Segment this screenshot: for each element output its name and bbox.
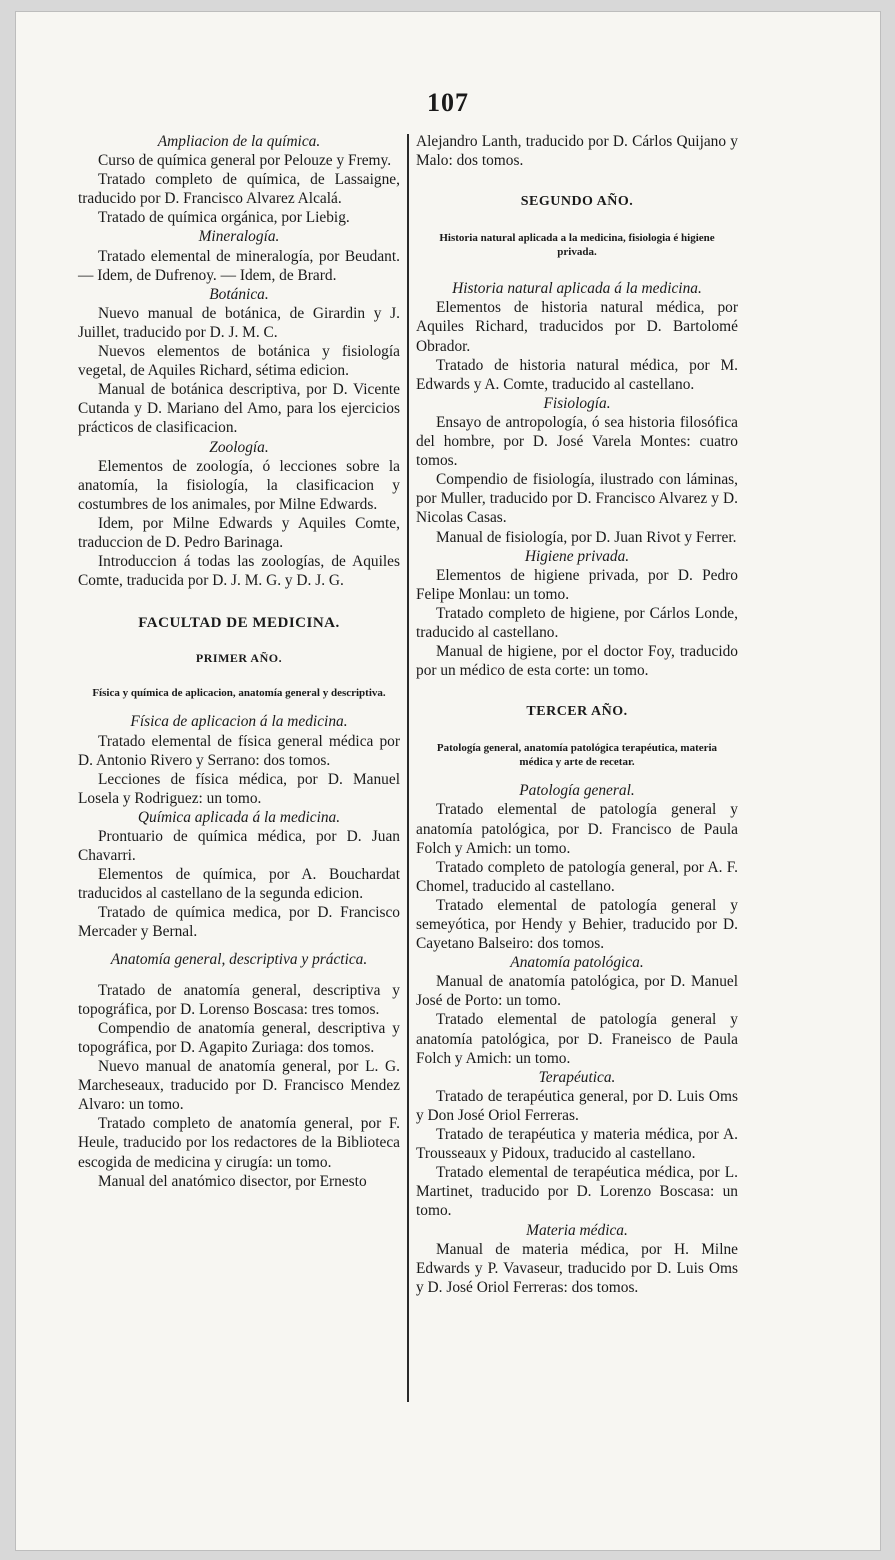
- book-entry: Tratado elemental de patología general y anatomía patológica, por D. Francisco de Paula Folch y Amich: un tomo.: [416, 801, 738, 857]
- book-entry: Elementos de historia natural médica, por Aquiles Richard, traducidos por D. Bartolomé Obrador.: [416, 299, 738, 355]
- year-title: TERCER AÑO.: [526, 704, 628, 720]
- book-entry: Manual de higiene, por el doctor Foy, traducido por un médico de esta corte: un tomo.: [416, 643, 738, 680]
- document-page: [16, 12, 880, 1550]
- book-entry: Introduccion á todas las zoologías, de Aquiles Comte, traducida por D. J. M. G. y D. J. G.: [78, 553, 400, 590]
- year-title: PRIMER AÑO.: [195, 651, 283, 666]
- section-heading: Anatomía general, descriptiva y práctica.: [110, 950, 368, 968]
- book-entry: Elementos de zoología, ó lecciones sobre la anatomía, la fisiología, la clasificacion y costumbres de los animales, por Milne Edwards.: [78, 457, 400, 513]
- book-entry: Tratado de anatomía general, descriptiva y topográfica, por D. Lorenso Boscasa: tres tomos.: [78, 981, 400, 1018]
- book-entry: Tratado completo de higiene, por Cárlos Londe, traducido al castellano.: [416, 604, 738, 641]
- book-entry: Manual de materia médica, por H. Milne Edwards y P. Vavaseur, traducido por D. Luis Oms y D. José Oriol Ferreras: dos tomos.: [416, 1240, 738, 1296]
- book-entry: Prontuario de química médica, por D. Juan Chavarri.: [78, 828, 400, 865]
- book-entry: Compendio de fisiología, ilustrado con láminas, por Muller, traducido por D. Francisco Alvarez y D. Nicolas Casas.: [416, 471, 738, 527]
- book-entry: Manual de anatomía patológica, por D. Manuel José de Porto: un tomo.: [416, 973, 738, 1010]
- book-entry: Tratado elemental de patología general y anatomía patológica, por D. Franeisco de Paula Folch y Amich: un tomo.: [416, 1011, 738, 1067]
- section-heading: Terapéutica.: [538, 1068, 616, 1086]
- book-entry: Tratado elemental de física general médica por D. Antonio Rivero y Serrano: dos tomos.: [78, 732, 400, 769]
- column-divider: [407, 134, 409, 1402]
- section-heading: Zoología.: [209, 438, 269, 456]
- section-heading: Materia médica.: [526, 1221, 628, 1239]
- section-heading: Fisiología.: [543, 394, 611, 412]
- section-heading: Historia natural aplicada á la medicina.: [452, 280, 702, 298]
- section-heading: Anatomía patológica.: [510, 954, 644, 972]
- section-heading: Química aplicada á la medicina.: [137, 808, 341, 826]
- year-description: Historia natural aplicada a la medicina, fisiologia é higiene privada.: [439, 232, 715, 259]
- book-entry: Tratado de química medica, por D. Francisco Mercader y Bernal.: [78, 904, 400, 941]
- left-column: [78, 132, 400, 1191]
- book-entry: Lecciones de física médica, por D. Manuel Losela y Rodriguez: un tomo.: [78, 770, 400, 807]
- book-entry: Nuevos elementos de botánica y fisiología vegetal, de Aquiles Richard, sétima edicion.: [78, 343, 400, 380]
- section-heading: Higiene privada.: [524, 547, 630, 565]
- book-entry: Tratado completo de patología general, por A. F. Chomel, traducido al castellano.: [416, 858, 738, 895]
- faculty-title: FACULTAD DE MEDICINA.: [138, 615, 340, 632]
- book-entry: Ensayo de antropología, ó sea historia filosófica del hombre, por D. José Varela Montes: cuatro tomos.: [416, 413, 738, 470]
- section-heading: Mineralogía.: [198, 228, 280, 246]
- book-entry: Tratado de terapéutica y materia médica, por A. Trousseaux y Pidoux, traducido al castellano.: [416, 1126, 738, 1163]
- book-entry: Elementos de química, por A. Bouchardat traducidos al castellano de la segunda edicion.: [78, 866, 400, 903]
- right-column: [416, 132, 738, 1297]
- section-heading: Patología general.: [519, 782, 635, 800]
- book-entry: Tratado elemental de mineralogía, por Beudant. — Idem, de Dufrenoy. — Idem, de Brard.: [78, 247, 400, 284]
- book-entry: Nuevo manual de anatomía general, por L. G. Marcheseaux, traducido por D. Francisco Mendez Alvaro: un tomo.: [78, 1058, 400, 1114]
- book-entry: Tratado elemental de terapéutica médica, por L. Martinet, traducido por D. Lorenzo Boscasa: un tomo.: [416, 1164, 738, 1220]
- book-entry: Idem, por Milne Edwards y Aquiles Comte, traduccion de D. Pedro Barinaga.: [78, 514, 400, 551]
- section-heading: Botánica.: [209, 285, 269, 303]
- year-description: Patología general, anatomía patológica terapéutica, materia médica y arte de recetar.: [436, 742, 718, 769]
- book-entry: Tratado de historia natural médica, por M. Edwards y A. Comte, traducido al castellano.: [416, 356, 738, 393]
- book-entry: Manual de botánica descriptiva, por D. Vicente Cutanda y D. Mariano del Amo, para los ejercicios prácticos de clasificacion.: [78, 381, 400, 437]
- book-entry: Manual del anatómico disector, por Ernesto: [98, 1172, 367, 1190]
- book-entry: Compendio de anatomía general, descriptiva y topográfica, por D. Agapito Zuriaga: dos tomos.: [78, 1019, 400, 1056]
- year-title: SEGUNDO AÑO.: [520, 194, 634, 210]
- continued-entry: Alejandro Lanth, traducido por D. Cárlos Quijano y Malo: dos tomos.: [416, 133, 738, 170]
- year-description: Física y química de aplicacion, anatomía general y descriptiva.: [92, 687, 386, 700]
- book-entry: Tratado de terapéutica general, por D. Luis Oms y Don José Oriol Ferreras.: [416, 1087, 738, 1124]
- book-entry: Curso de química general por Pelouze y Fremy.: [98, 152, 392, 170]
- book-entry: Manual de fisiología, por D. Juan Rivot y Ferrer.: [436, 528, 737, 546]
- book-entry: Tratado completo de anatomía general, por F. Heule, traducido por los redactores de la Biblioteca escogida de medicina y cirugía: un tomo.: [78, 1115, 400, 1171]
- section-heading: Física de aplicacion á la medicina.: [130, 713, 348, 731]
- book-entry: Elementos de higiene privada, por D. Pedro Felipe Monlau: un tomo.: [416, 566, 738, 603]
- book-entry: Tratado de química orgánica, por Liebig.: [98, 209, 350, 227]
- book-entry: Tratado completo de química, de Lassaigne, traducido por D. Francisco Alvarez Alcalá.: [78, 171, 400, 208]
- book-entry: Tratado elemental de patología general y semeyótica, por Hendy y Behier, traducido por D. Cayetano Balseiro: dos tomos.: [416, 896, 738, 953]
- page-number: 107: [427, 88, 469, 117]
- book-entry: Nuevo manual de botánica, de Girardin y J. Juillet, traducido por D. J. M. C.: [78, 304, 400, 341]
- section-heading: Ampliacion de la química.: [157, 133, 321, 150]
